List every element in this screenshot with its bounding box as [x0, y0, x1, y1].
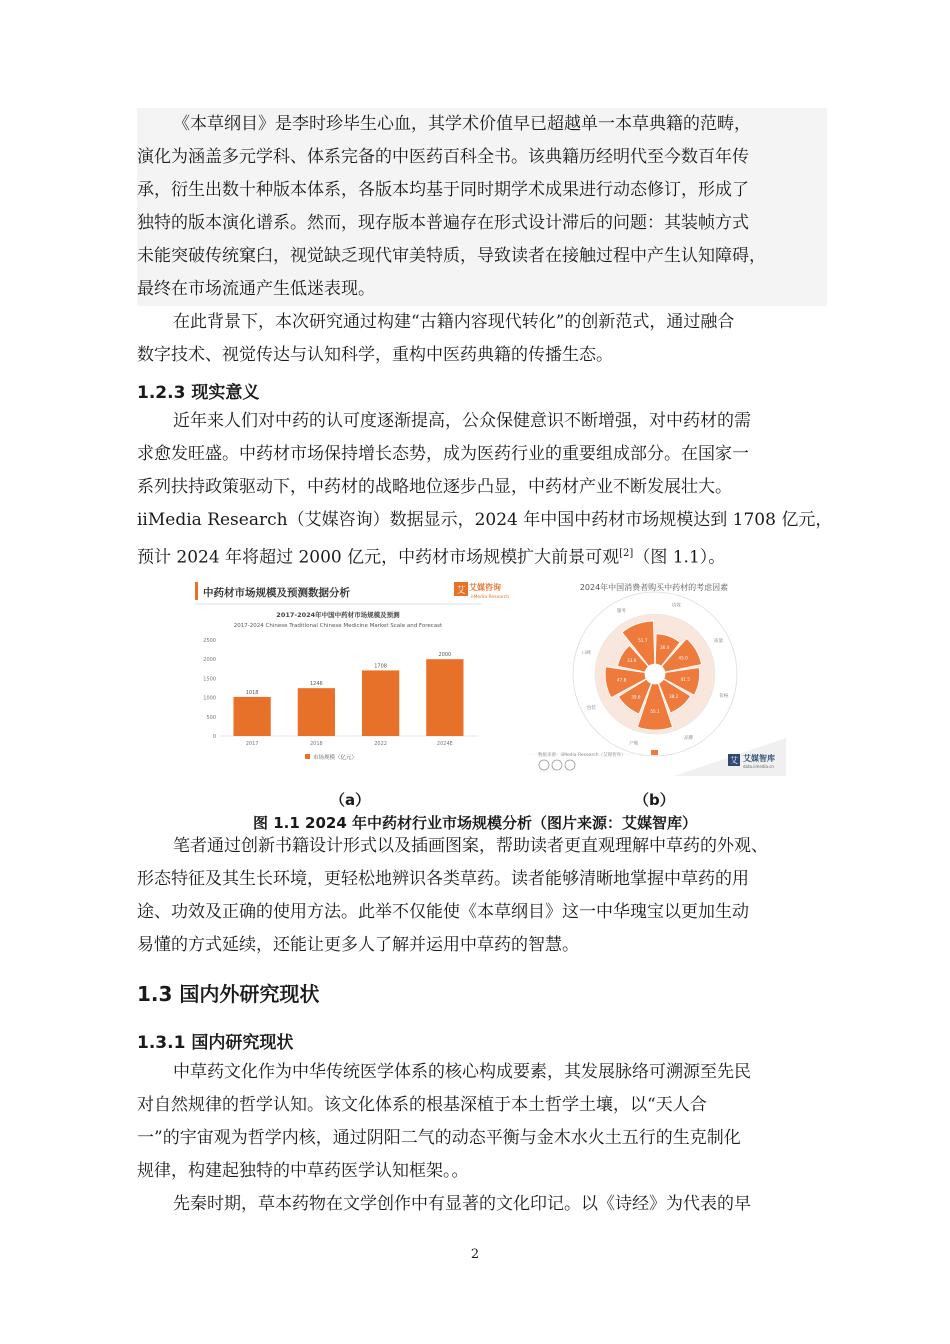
factor-label: 包装 — [586, 706, 596, 712]
bar-value-label: 1018 — [245, 689, 259, 696]
chart-title-en: 2017-2024 Chinese Traditional Chinese Medicine Market Scale and Forecast — [233, 623, 443, 629]
category-label: 2022 — [374, 741, 387, 747]
subfigure-label-a: （a） — [330, 791, 371, 809]
bar-value-label: 1246 — [310, 681, 323, 688]
factor-label: 产地 — [629, 741, 639, 747]
y-tick-label: 2000 — [203, 657, 216, 664]
petal-value-label: 38.2 — [669, 693, 679, 699]
y-tick-label: 2500 — [203, 638, 216, 644]
legend-swatch — [651, 750, 658, 755]
legend-label: 市场规模（亿元） — [313, 755, 358, 761]
factor-label: 品牌 — [684, 736, 694, 742]
factor-label: 功效 — [671, 603, 681, 609]
category-label: 2018 — [310, 741, 323, 747]
text-line: 易懂的方式延续，还能让更多人了解并运用中草药的智慧。 — [137, 935, 579, 955]
bar-2022 — [362, 670, 399, 736]
factor-label: 服务 — [616, 608, 626, 614]
text-line: 求愈发旺盛。中药材市场保持增长态势，成为医药行业的重要组成部分。在国家一 — [137, 444, 749, 464]
text-line: 独特的版本演化谱系。然而，现存版本普遍存在形式设计滞后的问题：其装帧方式 — [137, 213, 749, 233]
bar-2018 — [298, 688, 335, 736]
paragraph-background — [137, 306, 827, 372]
source-text: 数据来源：iiMedia Research（艾媒智库） — [538, 753, 626, 758]
text-line: 先秦时期，草本药物在文学创作中有显著的文化印记。以《诗经》为代表的早 — [173, 1194, 751, 1214]
figure-caption: 图 1.1 2024 年中药材行业市场规模分析（图片来源：艾媒智库） — [253, 814, 697, 832]
category-label: 2024E — [436, 741, 453, 747]
section-heading-1-3-1: 1.3.1 国内研究现状 — [137, 1033, 294, 1053]
citation[interactable]: [2] — [619, 548, 634, 559]
factor-label: 质量 — [714, 638, 724, 644]
text-line: 途、功效及正确的使用方法。此举不仅能使《本草纲目》这一中华瑰宝以更加生动 — [137, 902, 749, 922]
logo-mark: 艾 — [456, 586, 466, 596]
text-segment: 预计 2024 年将超过 2000 亿元，中药材市场规模扩大前景可观 — [137, 547, 620, 568]
petal-value-label: 41.5 — [680, 676, 690, 682]
y-tick-label: 0 — [212, 734, 216, 740]
radial-factor-chart — [524, 578, 786, 776]
petal-value-label: 39.6 — [631, 694, 641, 700]
paragraph-bencao-intro — [137, 108, 827, 306]
text-line: 最终在市场流通产生低迷表现。 — [137, 279, 375, 299]
text-line: 未能突破传统窠臼，视觉缺乏现代审美特质，导致读者在接触过程中产生认知障碍， — [137, 246, 766, 266]
radial-group — [573, 592, 737, 756]
logo-url: data.iimedia.cn — [743, 764, 774, 769]
text-line: 对自然规律的哲学认知。该文化体系的根基深植于本土哲学土壤，以“天人合 — [137, 1095, 707, 1115]
text-line: 笔者通过创新书籍设计形式以及插画图案，帮助读者更直观理解中草药的外观、 — [173, 836, 768, 856]
text-segment: （图 1.1）。 — [633, 547, 726, 568]
bar-2017 — [233, 697, 270, 736]
logo-text: 艾媒智库 — [743, 754, 775, 763]
bar-value-label: 1708 — [374, 663, 387, 670]
page-number: 2 — [470, 1247, 480, 1262]
legend-swatch — [305, 754, 310, 759]
text-line: 演化为涵盖多元学科、体系完备的中医药百科全书。该典籍历经明代至今数百年传 — [137, 147, 749, 167]
title-accent-bar — [195, 582, 198, 600]
factor-label: 口碑 — [581, 651, 591, 657]
section-heading-1-3: 1.3 国内外研究现状 — [137, 982, 320, 1006]
petal-value-label: 45.0 — [678, 655, 688, 661]
petal-value-label: 55.1 — [650, 709, 660, 715]
y-tick-label: 1000 — [203, 695, 216, 702]
text-line: 承，衍生出数十种版本体系，各版本均基于同时期学术成果进行动态修订，形成了 — [137, 180, 749, 200]
logo-en: iiMedia Research — [471, 595, 510, 600]
petal-value-label: 36.4 — [659, 645, 670, 651]
by-icon — [552, 760, 562, 770]
paragraph-pre-qin — [137, 1188, 827, 1221]
chart-title-cn: 2017-2024年中国中药材市场规模及预测 — [276, 611, 400, 619]
chart-title: 2024年中国消费者购买中药材的考虑因素 — [579, 583, 729, 592]
text-line: iiMedia Research（艾媒咨询）数据显示，2024 年中国中药材市场规模达到 1708 亿元， — [137, 510, 833, 530]
paragraph-domestic-research — [137, 1056, 827, 1188]
text-line: 系列扶持政策驱动下，中药材的战略地位逐步凸显，中药材产业不断发展壮大。 — [137, 477, 732, 497]
y-tick-label: 500 — [206, 714, 216, 721]
paragraph-practical-significance — [137, 405, 833, 575]
paragraph-book-design — [137, 830, 827, 962]
center-hole — [645, 664, 665, 684]
figure-a-market-chart — [192, 578, 510, 773]
text-line: 规律，构建起独特的中草药医学认知框架。。 — [137, 1161, 469, 1181]
category-label: 2017 — [245, 741, 259, 747]
bar-2024E — [426, 659, 463, 736]
section-heading-1-2-3: 1.2.3 现实意义 — [137, 383, 260, 403]
nd-icon — [565, 760, 575, 770]
market-bar-chart — [192, 578, 510, 773]
text-line: 一”的宇宙观为哲学内核，通过阴阳二气的动态平衡与金木水火土五行的生克制化 — [137, 1128, 741, 1148]
text-line — [137, 537, 827, 575]
figure-b-consumer-factors — [524, 578, 786, 776]
bar-value-label: 2000 — [438, 652, 452, 659]
y-tick-label: 1500 — [203, 676, 216, 683]
text-line: 中草药文化作为中华传统医学体系的核心构成要素，其发展脉络可溯源至先民 — [173, 1062, 751, 1082]
factor-label: 价格 — [719, 693, 729, 699]
petal-value-label: 51.7 — [638, 637, 648, 643]
subfigure-label-b: （b） — [634, 791, 675, 809]
text-line: 数字技术、视觉传达与认知科学，重构中医药典籍的传播生态。 — [137, 345, 613, 365]
text-line: 形态特征及其生长环境，更轻松地辨识各类草药。读者能够清晰地掌握中草药的用 — [137, 869, 749, 889]
petal-value-label: 33.9 — [626, 658, 637, 664]
logo-cn: 艾媒咨询 — [469, 583, 501, 592]
logo-mark: 艾 — [730, 756, 738, 765]
bars-group — [233, 652, 463, 747]
text-line: 《本草纲目》是李时珍毕生心血，其学术价值早已超越单一本草典籍的范畴， — [173, 114, 751, 134]
text-line: 近年来人们对中药的认可度逐渐提高，公众保健意识不断增强，对中药材的需 — [173, 411, 751, 431]
text-line: 在此背景下，本次研究通过构建“古籍内容现代转化”的创新范式，通过融合 — [173, 312, 735, 332]
panel-title: 中药材市场规模及预测数据分析 — [203, 587, 350, 599]
cc-icon — [539, 760, 549, 770]
petal-value-label: 47.8 — [616, 677, 627, 683]
